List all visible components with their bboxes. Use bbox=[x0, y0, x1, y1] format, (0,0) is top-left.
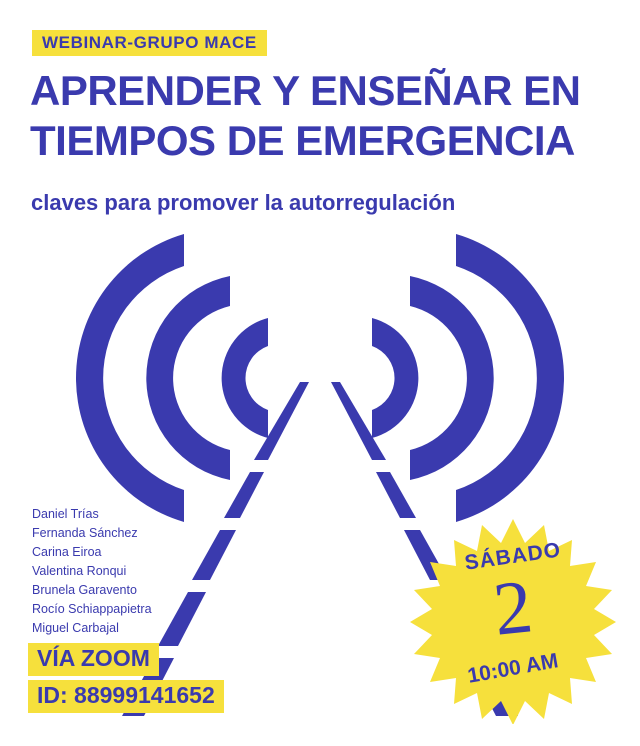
list-item: Rocío Schiappapietra bbox=[32, 602, 152, 616]
footer-spacer bbox=[0, 724, 640, 746]
badge-time-label: 10:00 AM bbox=[465, 649, 560, 688]
list-item: Carina Eiroa bbox=[32, 545, 102, 559]
zoom-info bbox=[28, 643, 224, 713]
title-line-1: APRENDER Y ENSEÑAR EN bbox=[30, 67, 581, 114]
title-line-2: TIEMPOS DE EMERGENCIA bbox=[30, 116, 575, 164]
starburst-shape bbox=[408, 517, 618, 727]
list-item: Fernanda Sánchez bbox=[32, 526, 138, 540]
badge-day-label: SÁBADO bbox=[463, 538, 563, 575]
list-item: Brunela Garavento bbox=[32, 583, 137, 597]
badge-day-number: 2 bbox=[489, 564, 537, 652]
eyebrow-badge: WEBINAR-GRUPO MACE bbox=[32, 30, 267, 56]
list-item: Daniel Trías bbox=[32, 507, 99, 521]
page-title bbox=[30, 66, 620, 165]
zoom-meeting-id: ID: 88999141652 bbox=[28, 680, 224, 713]
speaker-list bbox=[32, 505, 152, 638]
list-item: Miguel Carbajal bbox=[32, 621, 119, 635]
zoom-platform-label: VÍA ZOOM bbox=[28, 643, 159, 676]
list-item: Valentina Ronqui bbox=[32, 564, 127, 578]
date-starburst-badge bbox=[408, 517, 618, 727]
page-subtitle: claves para promover la autorregulación bbox=[31, 190, 456, 215]
